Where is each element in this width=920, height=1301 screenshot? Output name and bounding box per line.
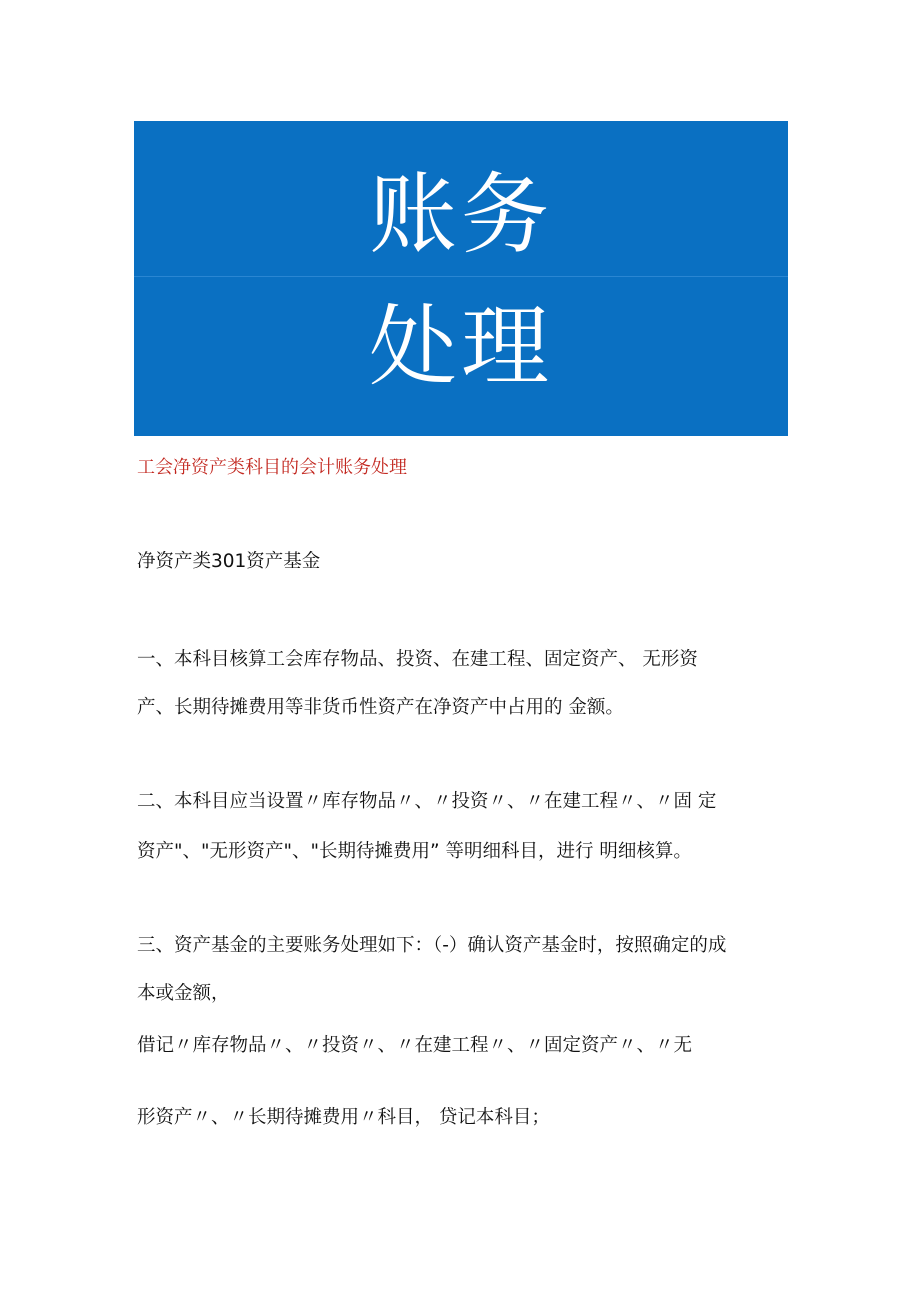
paragraph-1-line-2: 产、长期待摊费用等非货币性资产在净资产中占用的 金额。 — [137, 697, 624, 718]
cover-title-line-1: 账务 — [368, 163, 553, 266]
cover-divider — [134, 276, 788, 277]
paragraph-3-line-1: 三、资产基金的主要账务处理如下：（-）确认资产基金时，按照确定的成 — [137, 935, 727, 956]
section-heading: 净资产类301资产基金 — [137, 551, 321, 572]
paragraph-3-line-3: 借记〃库存物品〃、〃投资〃、〃在建工程〃、〃固定资产〃、〃无 — [137, 1035, 693, 1056]
cover-banner — [134, 121, 788, 436]
paragraph-3-line-2: 本或金额， — [137, 983, 230, 1004]
paragraph-3-line-4: 形资产〃、〃长期待摊费用〃科目， 贷记本科目； — [137, 1107, 550, 1128]
document-subtitle: 工会净资产类科目的会计账务处理 — [137, 457, 407, 478]
paragraph-1-line-1: 一、本科目核算工会库存物品、投资、在建工程、固定资产、 无形资 — [137, 649, 698, 670]
cover-title-line-2: 处理 — [368, 295, 553, 398]
paragraph-2-line-1: 二、本科目应当设置〃库存物品〃、〃投资〃、〃在建工程〃、〃固 定 — [137, 791, 717, 812]
paragraph-2-line-2: 资产"、"无形资产"、"长期待摊费用” 等明细科目，进行 明细核算。 — [137, 841, 692, 862]
